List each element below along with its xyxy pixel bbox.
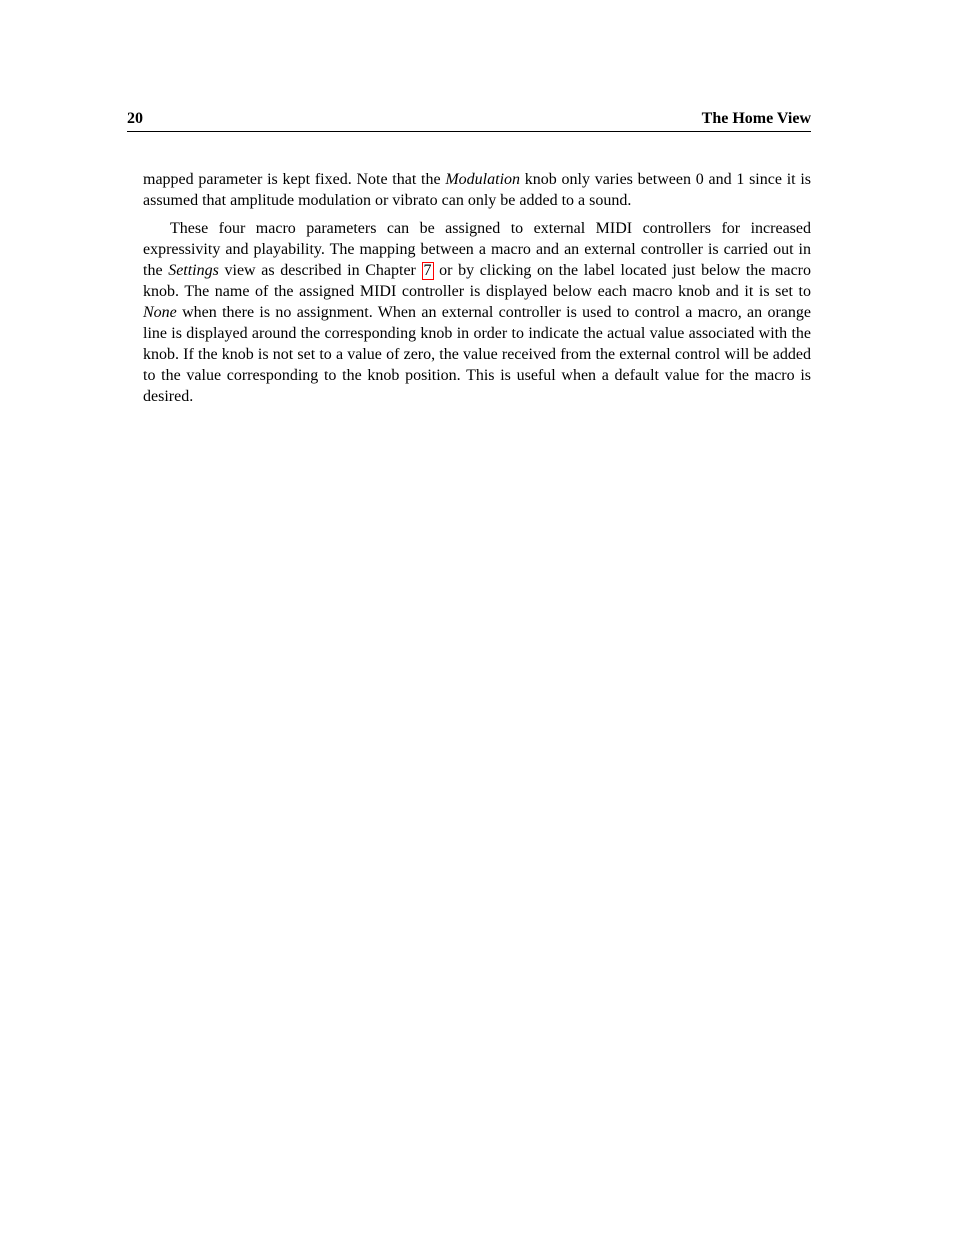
paragraph-1-text-1: mapped parameter is kept fixed. Note that the	[143, 171, 446, 188]
paragraph-2	[143, 218, 811, 407]
page-header	[127, 108, 811, 132]
settings-term: Settings	[168, 262, 219, 279]
none-term: None	[143, 304, 177, 321]
paragraph-2-text-2: view as described in Chapter	[218, 262, 422, 279]
chapter-7-link[interactable]: 7	[423, 262, 432, 279]
paragraph-1-text-2: knob only varies between 0 and 1 since it is assumed that amplitude modulation or vibrato can only be added to a sound.	[143, 171, 811, 209]
paragraph-2-text-4: when there is no assignment. When an external controller is used to control a macro, an orange line is displayed around the corresponding knob in order to indicate the actual value associated with the knob. If the knob is not set to a value of zero, the value received from the external control will be added to the value corresponding to the knob position. This is useful when a default value for the macro is desired.	[143, 304, 811, 405]
modulation-term: Modulation	[445, 171, 521, 188]
paragraph-2-text-1: These four macro parameters can be assigned to external MIDI controllers for increased expressivity and playability. The mapping between a macro and an external controller is carried out in the	[143, 220, 811, 279]
paragraph-1	[143, 169, 811, 211]
running-title: The Home View	[701, 110, 811, 127]
page-number: 20	[127, 110, 143, 127]
paragraph-2-text-3: or by clicking on the label located just below the macro knob. The name of the assigned MIDI controller is displayed below each macro knob and it is set to	[143, 262, 812, 300]
body-text	[143, 169, 811, 407]
